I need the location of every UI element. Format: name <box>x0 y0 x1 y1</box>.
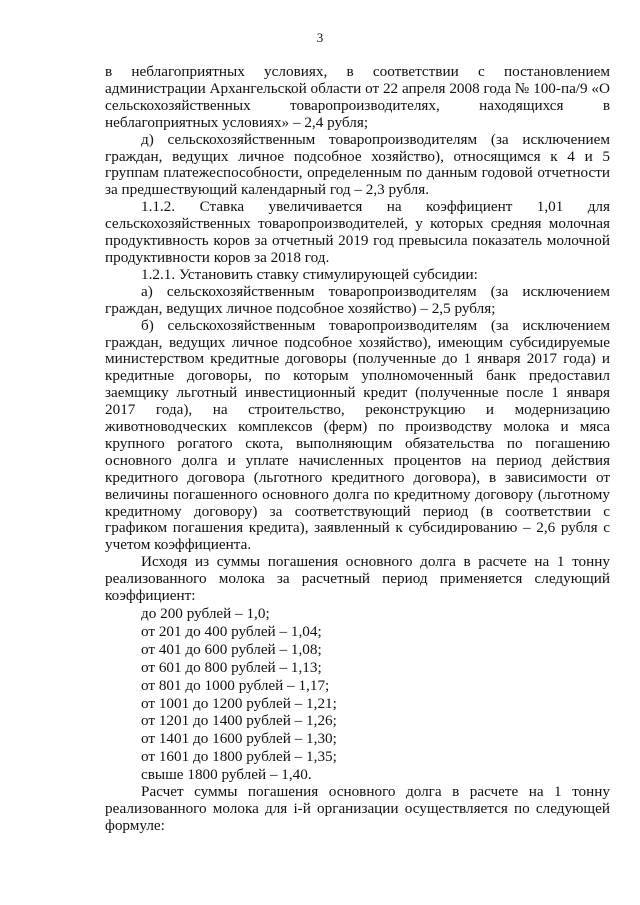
coefficient-item: от 1601 до 1800 рублей – 1,35; <box>141 748 337 766</box>
paragraph-coefficient-intro: Исходя из суммы погашения основного долга в расчете на 1 тонну реализованного молока за расчетный период применяется следующий коэффициент: <box>105 553 610 605</box>
paragraph-1-1-2: 1.1.2. Ставка увеличивается на коэффициент 1,01 для сельскохозяйственных товаропроизводителей, у которых средняя молочная продуктивность коров за отчетный 2019 год превысила показатель молочной продуктивности коров за 2018 год. <box>105 198 610 266</box>
paragraph-item-a: а) сельскохозяйственным товаропроизводителям (за исключением граждан, ведущих личное подсобное хозяйство) – 2,5 рубля; <box>105 282 610 317</box>
paragraph-calculation: Расчет суммы погашения основного долга в расчете на 1 тонну реализованного молока для i-й организации осуществляется по следующей формуле: <box>105 783 610 834</box>
page-number: 3 <box>316 30 324 45</box>
coefficient-item: свыше 1800 рублей – 1,40. <box>141 766 312 784</box>
coefficient-item: от 801 до 1000 рублей – 1,17; <box>141 676 330 694</box>
coefficient-item: от 201 до 400 рублей – 1,04; <box>141 622 322 640</box>
coefficient-item: от 401 до 600 рублей – 1,08; <box>141 640 322 658</box>
paragraph-item-d: д) сельскохозяйственным товаропроизводителям (за исключением граждан, ведущих личное подсобное хозяйство), относящимся к 4 и 5 группам платежеспособности, определенным по данным годовой отчетности за предшествующий календарный год – 2,3 рубля. <box>105 130 610 199</box>
paragraph-continuation: в неблагоприятных условиях, в соответствии с постановлением администрации Архангельской области от 22 апреля 2008 года № 100-па/9 «О сельскохозяйственных товаропроизводителях, находящихся в неблагоприятных условиях» – 2,4 рубля; <box>105 63 610 131</box>
coefficient-item: от 1401 до 1600 рублей – 1,30; <box>141 730 337 748</box>
paragraph-item-b: б) сельскохозяйственным товаропроизводителям (за исключением граждан, ведущих личное подсобное хозяйство), имеющим субсидируемые министерством кредитные договоры (полученные до 1 января 2017 года) и кредитные договоры, по которым уполномоченный банк предоставил заемщику льготный инвестиционный кредит (полученные после 1 января 2017 года), на строительство, реконструкцию и модернизацию животноводческих комплексов (ферм) по производству молока и мяса крупного рогатого скота, выполняющим обязательства по погашению основного долга и уплате начисленных процентов на период действия кредитного договора (льготного кредитного договора), в зависимости от величины погашенного основного долга по кредитному договору (льготному кредитному договору) за соответствующий период (в соответствии с графиком погашения кредита), заявленный к субсидированию – 2,6 рубля с учетом коэффициента. <box>105 316 610 554</box>
coefficient-item: от 601 до 800 рублей – 1,13; <box>141 658 322 676</box>
document-body <box>105 64 610 835</box>
coefficient-list <box>105 605 610 784</box>
coefficient-item: от 1001 до 1200 рублей – 1,21; <box>141 694 337 712</box>
coefficient-item: от 1201 до 1400 рублей – 1,26; <box>141 712 337 730</box>
coefficient-item: до 200 рублей – 1,0; <box>141 605 270 622</box>
paragraph-1-2-1: 1.2.1. Установить ставку стимулирующей субсидии: <box>141 265 478 283</box>
